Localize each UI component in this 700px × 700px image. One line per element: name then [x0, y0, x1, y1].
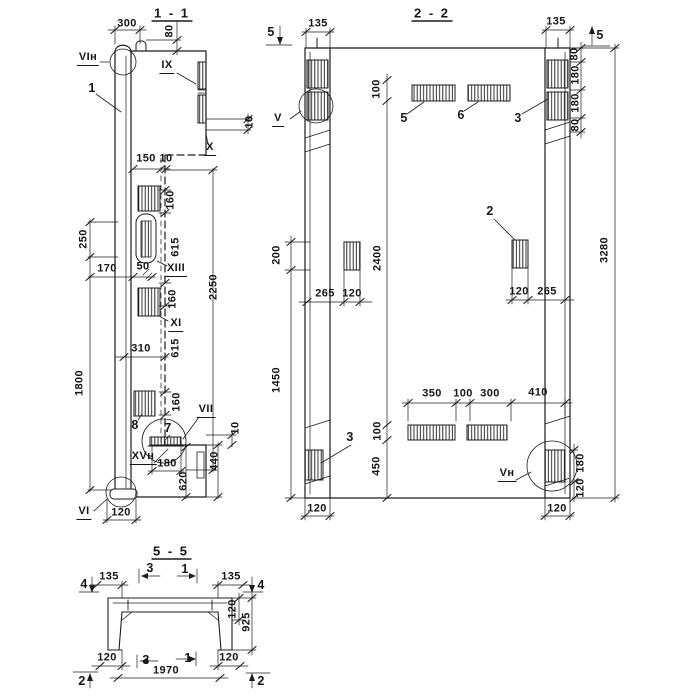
- dim-440: 440: [208, 451, 221, 471]
- dim-10-step: 10: [159, 152, 173, 165]
- dim-100-row: 100: [453, 387, 473, 400]
- dim-250: 250: [77, 229, 90, 249]
- dim-180-22-a: 180: [569, 65, 582, 85]
- section-label-vii: VII: [197, 404, 216, 418]
- dim-2250: 2250: [207, 273, 220, 301]
- cut-mark-4-right: 4: [257, 577, 265, 592]
- view-title-5-5: 5 - 5: [152, 543, 190, 559]
- dim-80-22-a: 80: [568, 47, 581, 61]
- view-title-1-1: 1 - 1: [153, 5, 191, 21]
- dim-350: 350: [422, 387, 442, 400]
- dim-100-22-top: 100: [370, 79, 383, 99]
- section-label-v: V: [272, 113, 284, 127]
- dim-265-right: 265: [537, 285, 557, 298]
- dim-3280: 3280: [598, 236, 611, 264]
- dim-120-mid-right: 120: [509, 285, 529, 298]
- cut-mark-2-left: 2: [78, 673, 86, 688]
- dim-135-22-right: 135: [546, 15, 566, 28]
- dim-1450: 1450: [270, 366, 283, 394]
- dim-80: 80: [163, 24, 176, 38]
- dim-180-22-b: 180: [569, 93, 582, 113]
- section-label-v-n: Vн: [498, 468, 517, 482]
- dim-160-a: 160: [164, 190, 177, 210]
- dim-120-55-bl: 120: [97, 651, 117, 664]
- section-label-xi: XI: [168, 318, 183, 332]
- dim-925: 925: [240, 612, 253, 632]
- dim-180-11: 180: [157, 457, 177, 470]
- cut-mark-4-left: 4: [80, 576, 88, 591]
- dim-135-55-left: 135: [99, 570, 119, 583]
- dim-150: 150: [136, 152, 156, 165]
- dim-160-b: 160: [166, 289, 179, 309]
- dim-180-22-br: 180: [574, 453, 587, 473]
- dim-120-mid-left: 120: [342, 287, 362, 300]
- dim-410: 410: [528, 386, 548, 399]
- cut-mark-3-top: 3: [146, 560, 154, 575]
- dim-620: 620: [177, 471, 190, 491]
- dim-50: 50: [136, 260, 150, 273]
- dim-120-22-bl: 120: [307, 502, 327, 515]
- dim-300: 300: [117, 17, 137, 30]
- section-label-x: X: [204, 142, 216, 156]
- item-3-bottom: 3: [346, 429, 354, 444]
- dim-120-11-bottom: 120: [111, 506, 131, 519]
- dim-135-55-right: 135: [221, 570, 241, 583]
- dim-310: 310: [131, 342, 151, 355]
- item-6: 6: [457, 107, 465, 122]
- view-title-2-2: 2 - 2: [413, 5, 451, 21]
- section-label-xiii: XIII: [165, 263, 187, 277]
- dim-2400: 2400: [371, 244, 384, 272]
- section-label-xv-n: XVн: [130, 451, 157, 465]
- dim-170: 170: [97, 262, 117, 275]
- dim-450: 450: [370, 456, 383, 476]
- item-7: 7: [164, 420, 172, 435]
- cut-mark-2-right: 2: [257, 673, 265, 688]
- cut-mark-1-bottom: 1: [184, 650, 192, 665]
- dim-120-55-br: 120: [219, 651, 239, 664]
- dim-120-22-b2: 120: [547, 502, 567, 515]
- dim-10-top-right: 10: [243, 115, 256, 129]
- dim-100-22-bottom: 100: [371, 421, 384, 441]
- item-8: 8: [131, 417, 139, 432]
- item-1: 1: [88, 80, 96, 95]
- dim-265-left: 265: [315, 287, 335, 300]
- dim-1970: 1970: [152, 664, 180, 677]
- section-label-vi: VI: [76, 506, 91, 520]
- cut-mark-5-right: 5: [596, 27, 604, 42]
- dim-615-a: 615: [169, 237, 182, 257]
- cut-mark-5-left: 5: [267, 24, 275, 39]
- dim-160-c: 160: [170, 392, 183, 412]
- item-3-top: 3: [514, 110, 522, 125]
- section-label-ix: IX: [159, 60, 174, 74]
- dim-120-55-slab: 120: [226, 599, 239, 619]
- item-2: 2: [486, 203, 494, 218]
- dim-615-b: 615: [169, 338, 182, 358]
- item-5: 5: [400, 110, 408, 125]
- dim-135-22-left: 135: [308, 17, 328, 30]
- section-label-vi-n: VIн: [77, 52, 99, 66]
- dim-300-row: 300: [480, 387, 500, 400]
- dim-80-22-b: 80: [569, 118, 582, 132]
- dim-120-22-br: 120: [574, 478, 587, 498]
- dim-200: 200: [270, 245, 283, 265]
- cut-mark-3-bottom: 3: [142, 652, 150, 667]
- dim-1800: 1800: [73, 369, 86, 397]
- cut-mark-1-top: 1: [181, 561, 189, 576]
- dim-10-vii: 10: [229, 421, 242, 435]
